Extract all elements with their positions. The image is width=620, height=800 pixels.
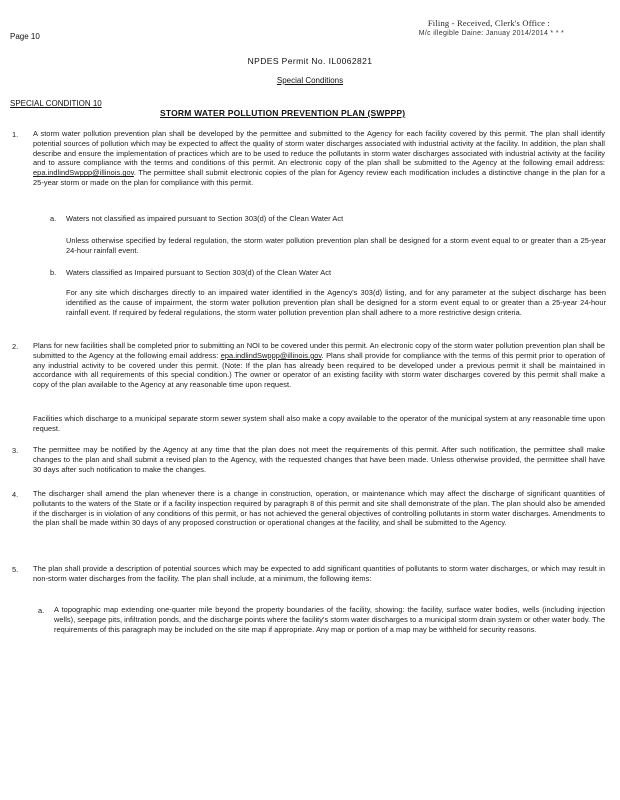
item-3-number: 3.: [12, 446, 19, 455]
item-1a-label: a.: [50, 214, 57, 223]
item-5a-text: A topographic map extending one-quarter mile beyond the property boundaries of the facility, showing: the facility, surface water bodies, wells (including injection wells), seepage pits, infiltration ponds, and the discharge points where the facility's storm water discharges to a municipal storm drain system or other water body. The requirements of this paragraph may be included on the site map if appropriate. Any map or portion of a map may be withheld for security reasons.: [54, 605, 605, 634]
item-1b-label: b.: [50, 268, 57, 277]
item-1-body: A storm water pollution prevention plan shall be developed by the permittee and submitted to the Agency for each facility covered by this permit. The plan shall identify potential sources of pollution which may be expected to affect the quality of storm water discharges associated with industrial activity at the facility. In addition, the plan shall describe and ensure the implementation of practices which are to be used to reduce the pollutants in storm water discharges associated with industrial activity at the facility and to assure compliance with the terms and conditions of this permit. An electronic copy of the plan shall be submitted to the Agency at the following email address:: [33, 129, 605, 168]
item-5-number: 5.: [12, 565, 19, 574]
item-2-body: Plans for new facilities shall be completed prior to submitting an NOI to be covered under this permit. An electronic copy of the storm water pollution prevention plan shall be submitted to the Agency at the following email address:: [33, 341, 605, 360]
item-1b-heading: Waters classified as Impaired pursuant to Section 303(d) of the Clean Water Act: [66, 268, 332, 277]
item-1a-body: Unless otherwise specified by federal regulation, the storm water pollution prevention plan shall be designed for a storm event equal to or greater than a 25-year 24-hour rainfall event.: [66, 236, 606, 255]
item-1a-heading: Waters not classified as impaired pursuant to Section 303(d) of the Clean Water Act: [66, 214, 344, 223]
filing-stamp-date: M/c illegible Daine: Januay 2014/2014 * * *: [418, 30, 564, 37]
item-2-municipal-text: Facilities which discharge to a municipal separate storm sewer system shall also make a copy available to the operator of the municipal system at any reasonable time upon request.: [33, 414, 605, 433]
item-1b-body: For any site which discharges directly to an impaired water identified in the Agency's 303(d) listing, and for any parameter at the subject discharge has been identified as the cause of impairment, the storm water pollution prevention plan shall be designed for a storm event equal to or greater than a 25-year 24-hour rainfall event. If required by federal regulations, the storm water pollution prevention plan shall adhere to a more restrictive design criteria.: [66, 288, 606, 317]
page-number: Page 10: [10, 32, 40, 41]
item-5-text: The plan shall provide a description of potential sources which may be expected to add significant quantities of pollutants to storm water discharges, or which may result in non-storm water discharges from the facility. The plan shall include, at a minimum, the following items:: [33, 564, 605, 583]
item-2-email-link[interactable]: epa.indlindSwppp@illinois.gov: [220, 350, 322, 360]
filing-stamp: Filing - Received, Clerk's Office :: [427, 18, 550, 28]
permit-number: NPDES Permit No. IL0062821: [247, 56, 373, 66]
item-5a-label: a.: [38, 606, 45, 615]
item-1-number: 1.: [12, 130, 19, 139]
item-2-number: 2.: [12, 342, 19, 351]
document-title: STORM WATER POLLUTION PREVENTION PLAN (SWPPP): [160, 108, 406, 118]
item-2-tail: . Plans shall provide for compliance with the terms of this permit prior to operation of any industrial activity to be covered under this permit. (Note: If the plan has already been required to be developed under a previous permit it shall be maintained in accordance with all requirements of this special condition.) The owner or operator of an existing facility with storm water discharges covered by this permit shall make a copy of the plan available to the Agency at any reasonable time upon request.: [33, 350, 605, 390]
item-1-text: [33, 129, 605, 188]
item-1-tail: . The permittee shall submit electronic copies of the plan for Agency review each modification includes a distinctive change in the plan for a 25-year storm or made on the plan for compliance with this permit.: [33, 168, 605, 187]
special-condition-label: SPECIAL CONDITION 10: [10, 99, 102, 108]
item-1-email-link[interactable]: epa.indlindSwppp@illinois.gov: [33, 168, 134, 178]
item-3-text: The permittee may be notified by the Agency at any time that the plan does not meet the requirements of this permit. After such notification, the permittee shall make changes to the plan and shall submit a revised plan to the Agency, with the requested changes that have been made. Unless otherwise provided, the permittee shall have 30 days after such notification to make the changes.: [33, 445, 605, 474]
item-4-text: The discharger shall amend the plan whenever there is a change in construction, operation, or maintenance which may affect the discharge of significant quantities of pollutants to the waters of the State or if a facility inspection required by paragraph 8 of this permit and site shall demonstrate of the plan. The plan should also be amended if the discharger is in violation of any conditions of this permit, or has not achieved the general objectives of controlling pollutants in storm water discharges. Amendments to the plan shall be made within 30 days of any proposed construction or operational changes at the facility, and shall be submitted to the Agency.: [33, 489, 605, 528]
item-4-number: 4.: [12, 490, 19, 499]
special-conditions-heading: Special Conditions: [276, 76, 344, 85]
item-2-text: [33, 341, 605, 390]
